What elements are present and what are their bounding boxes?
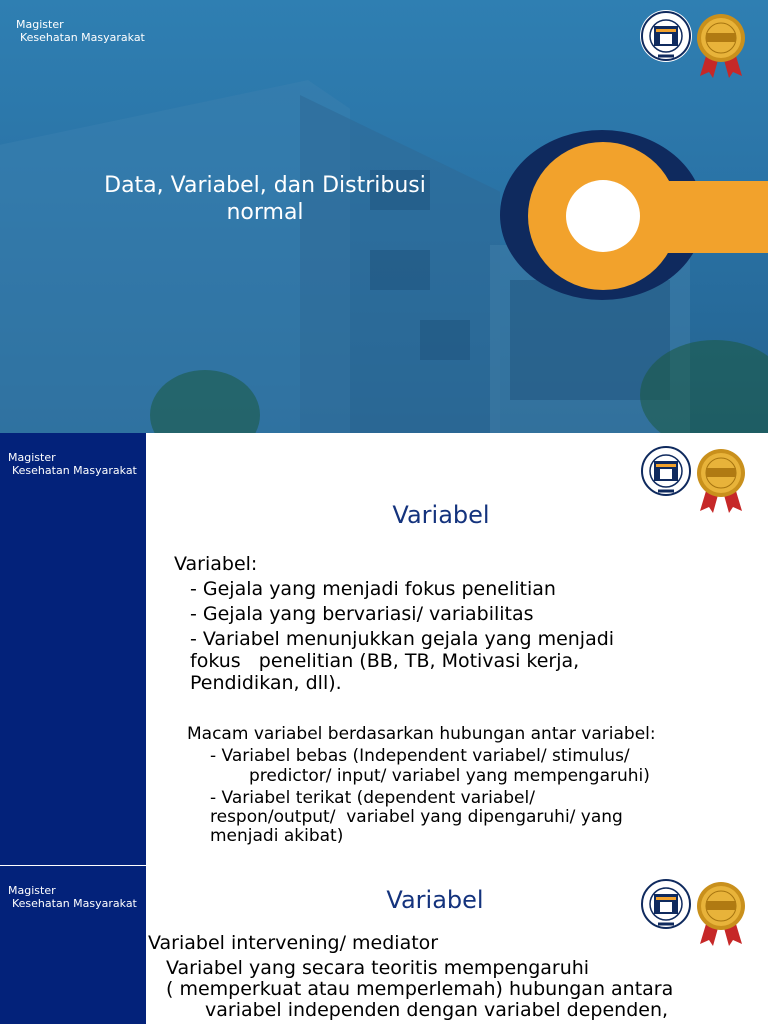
program-name: Magister Kesehatan Masyarakat bbox=[8, 884, 137, 910]
variabel-slide bbox=[0, 433, 768, 866]
building-window bbox=[370, 250, 430, 290]
definition-line: variabel independen dengan variabel dependen, bbox=[205, 999, 669, 1021]
slide-title: Variabel bbox=[392, 501, 490, 529]
presentation-title: Data, Variabel, dan Distribusi normal bbox=[104, 173, 426, 225]
title-slide bbox=[0, 0, 768, 433]
program-name: Magister Kesehatan Masyarakat bbox=[16, 18, 145, 44]
unggul-badge-icon bbox=[638, 6, 746, 78]
slide-title: Variabel bbox=[386, 886, 484, 914]
intervening-heading: Variabel intervening/ mediator bbox=[148, 932, 439, 954]
building-window bbox=[420, 320, 470, 360]
sidebar-panel bbox=[0, 433, 146, 866]
point-text: - Gejala yang menjadi fokus penelitian bbox=[190, 578, 556, 600]
decorative-ring-hole bbox=[566, 180, 640, 252]
unggul-badge-group bbox=[638, 6, 746, 78]
program-name: Magister Kesehatan Masyarakat bbox=[8, 451, 137, 477]
macam-item: respon/output/ variabel yang dipengaruhi/ yang bbox=[210, 807, 623, 827]
macam-item: - Variabel bebas (Independent variabel/ stimulus/ bbox=[210, 746, 630, 766]
point-text: fokus penelitian (BB, TB, Motivasi kerja, bbox=[190, 650, 580, 672]
definition-line: ( memperkuat atau memperlemah) hubungan antara bbox=[166, 978, 674, 1000]
definition-line: Variabel yang secara teoritis mempengaruhi bbox=[166, 957, 590, 979]
variabel-intervening-slide bbox=[0, 866, 768, 1024]
intro-label: Variabel: bbox=[174, 553, 258, 575]
macam-item: menjadi akibat) bbox=[210, 826, 344, 846]
point-text: - Gejala yang bervariasi/ variabilitas bbox=[190, 603, 534, 625]
point-text: - Variabel menunjukkan gejala yang menjadi bbox=[190, 628, 615, 650]
macam-heading: Macam variabel berdasarkan hubungan antar variabel: bbox=[187, 724, 656, 744]
macam-item: predictor/ input/ variabel yang mempengaruhi) bbox=[249, 766, 650, 786]
macam-item: - Variabel terikat (dependent variabel/ bbox=[210, 788, 535, 808]
point-text: Pendidikan, dll). bbox=[190, 672, 342, 694]
